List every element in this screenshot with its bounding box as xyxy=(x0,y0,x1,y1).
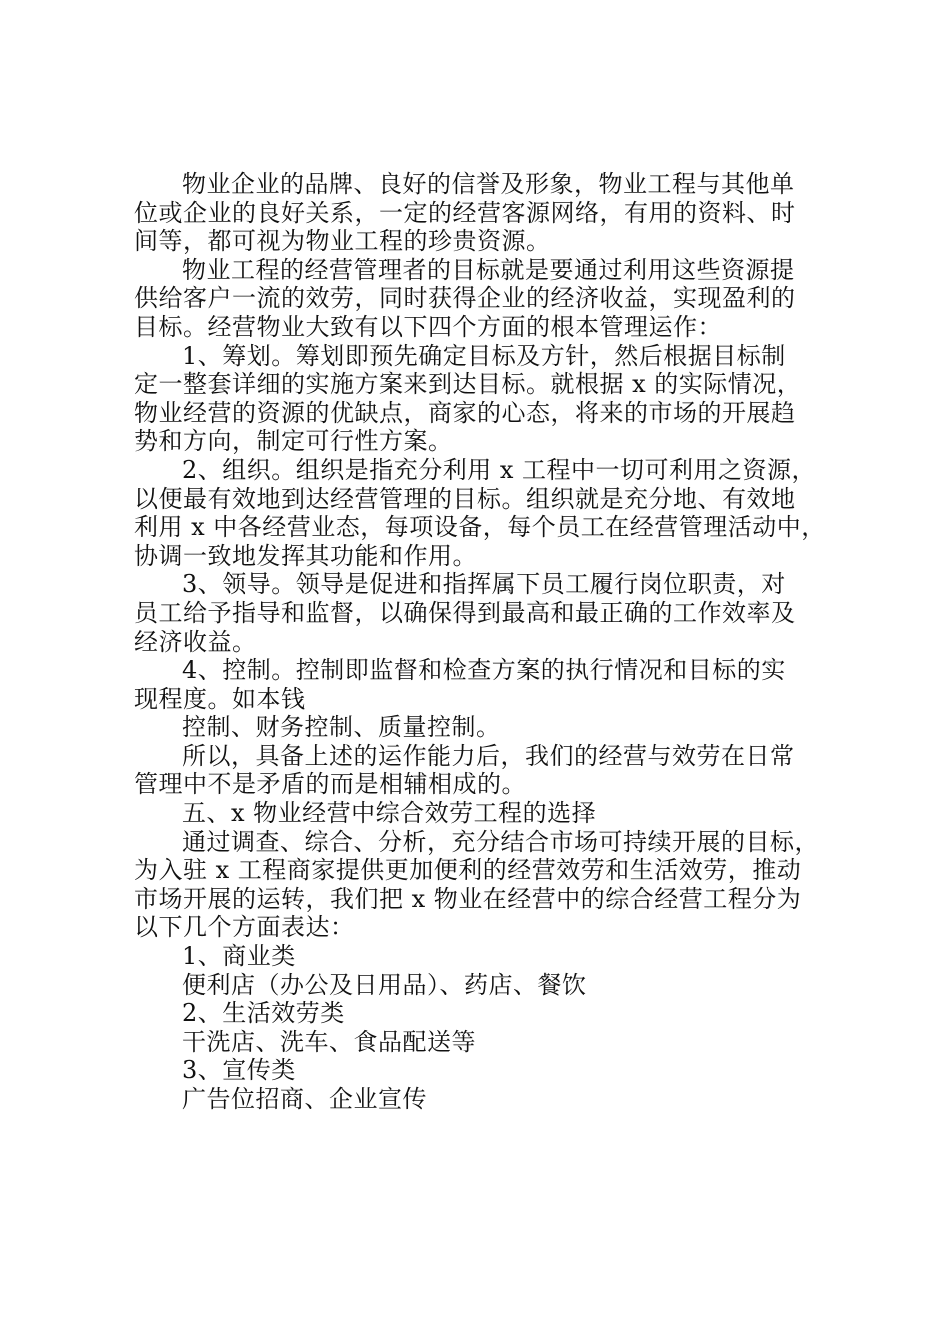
text-line: 利用 x 中各经营业态，每项设备，每个员工在经营管理活动中， xyxy=(134,513,826,542)
paragraph xyxy=(134,1056,824,1085)
text-line: 便利店（办公及日用品）、药店、餐饮 xyxy=(182,970,587,999)
text-line: 现程度。如本钱 xyxy=(134,684,306,713)
text-line: 以下几个方面表达： xyxy=(134,913,355,942)
text-line: 所以，具备上述的运作能力后，我们的经营与效劳在日常 xyxy=(182,741,795,770)
text-line: 为入驻 x 工程商家提供更加便利的经营效劳和生活效劳，推动 xyxy=(134,856,802,885)
paragraph xyxy=(134,170,824,256)
text-line: 控制、财务控制、质量控制。 xyxy=(182,713,501,742)
text-line: 广告位招商、企业宣传 xyxy=(182,1085,427,1113)
text-line: 五、x 物业经营中综合效劳工程的选择 xyxy=(182,799,597,828)
paragraph xyxy=(134,570,824,656)
paragraph xyxy=(134,256,824,342)
document-page xyxy=(134,170,824,1114)
text-line: 协调一致地发挥其功能和作用。 xyxy=(134,541,477,570)
paragraph xyxy=(134,742,824,799)
text-line: 位或企业的良好关系，一定的经营客源网络，有用的资料、时 xyxy=(134,198,796,227)
text-line: 管理中不是矛盾的而是相辅相成的。 xyxy=(134,770,526,799)
text-line: 1、筹划。筹划即预先确定目标及方针，然后根据目标制 xyxy=(182,341,786,370)
paragraph xyxy=(134,971,824,1000)
paragraph xyxy=(134,1028,824,1057)
text-line: 干洗店、洗车、食品配送等 xyxy=(182,1027,476,1056)
text-line: 间等，都可视为物业工程的珍贵资源。 xyxy=(134,227,551,256)
paragraph xyxy=(134,342,824,456)
text-line: 3、宣传类 xyxy=(182,1056,296,1085)
paragraph xyxy=(134,713,824,742)
text-line: 2、组织。组织是指充分利用 x 工程中一切可利用之资源， xyxy=(182,455,817,484)
paragraph xyxy=(134,456,824,570)
paragraph xyxy=(134,828,824,942)
text-line: 供给客户一流的效劳，同时获得企业的经济收益，实现盈利的 xyxy=(134,284,796,313)
paragraph xyxy=(134,1085,824,1114)
text-line: 2、生活效劳类 xyxy=(182,999,345,1028)
text-line: 通过调查、综合、分析，充分结合市场可持续开展的目标， xyxy=(182,827,819,856)
text-line: 物业经营的资源的优缺点，商家的心态，将来的市场的开展趋 xyxy=(134,398,796,427)
text-line: 4、控制。控制即监督和检查方案的执行情况和目标的实 xyxy=(182,656,786,685)
text-line: 经济收益。 xyxy=(134,627,257,656)
text-line: 物业工程的经营管理者的目标就是要通过利用这些资源提 xyxy=(182,255,795,284)
text-line: 1、商业类 xyxy=(182,942,296,971)
text-line: 目标。经营物业大致有以下四个方面的根本管理运作： xyxy=(134,312,722,341)
paragraph xyxy=(134,942,824,971)
text-line: 势和方向，制定可行性方案。 xyxy=(134,427,453,456)
text-line: 以便最有效地到达经营管理的目标。组织就是充分地、有效地 xyxy=(134,484,796,513)
paragraph xyxy=(134,656,824,713)
text-line: 物业企业的品牌、良好的信誉及形象，物业工程与其他单 xyxy=(182,170,795,198)
text-line: 3、领导。领导是促进和指挥属下员工履行岗位职责，对 xyxy=(182,570,786,599)
text-line: 市场开展的运转，我们把 x 物业在经营中的综合经营工程分为 xyxy=(134,884,802,913)
paragraph xyxy=(134,799,824,828)
paragraph xyxy=(134,999,824,1028)
text-line: 员工给予指导和监督，以确保得到最高和最正确的工作效率及 xyxy=(134,598,796,627)
text-line: 定一整套详细的实施方案来到达目标。就根据 x 的实际情况， xyxy=(134,370,802,399)
